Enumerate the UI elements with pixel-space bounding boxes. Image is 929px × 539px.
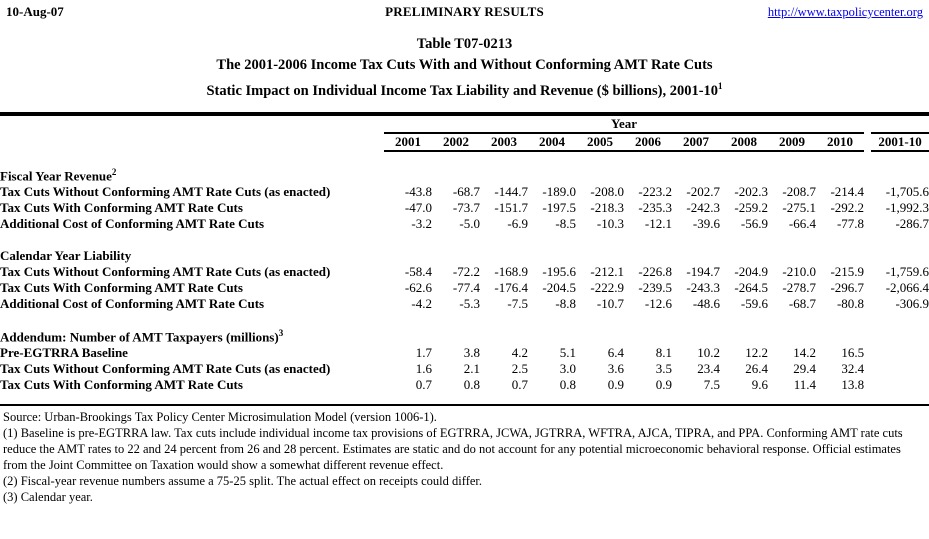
value-cell: 32.4 [841,361,865,377]
value-cell: 3.6 [607,361,624,377]
value-cell: 4.2 [511,345,528,361]
value-cell: 1.6 [415,361,432,377]
value-cell: -4.2 [411,296,432,312]
value-cell: 23.4 [697,361,720,377]
value-cell: 26.4 [745,361,768,377]
results-table [0,116,929,394]
header-spacer-cell [0,116,384,133]
gap-row [0,232,929,248]
header-spacer-cell [0,133,384,151]
value-cell: 3.5 [655,361,672,377]
value-cell: -296.7 [830,280,865,296]
table-subtitle [0,76,929,102]
row-label: Tax Cuts With Conforming AMT Rate Cuts [0,377,243,393]
value-cell: 0.7 [511,377,528,393]
column-gap [864,133,871,151]
section-heading-superscript: 3 [278,328,284,339]
column-gap [864,296,871,312]
subtitle-superscript: 1 [718,81,723,91]
value-cell: -5.0 [459,216,480,232]
value-cell: -3.2 [411,216,432,232]
value-cell: -8.5 [555,216,576,232]
column-gap [864,184,871,200]
value-cell: -226.8 [638,264,672,280]
total-column-rule [871,116,929,133]
value-cell: -12.1 [644,216,672,232]
value-cell: -202.7 [686,184,720,200]
value-cell: -39.6 [692,216,720,232]
title-block [0,34,929,102]
value-cell: -6.9 [507,216,528,232]
value-cell: -212.1 [590,264,624,280]
total-value-cell: -2,066.4 [885,280,929,296]
value-cell: -168.9 [494,264,528,280]
table-row [0,361,929,377]
value-cell: -189.0 [542,184,576,200]
total-column-header: 2001-10 [871,133,929,151]
column-gap [864,116,871,133]
table-row [0,377,929,393]
year-column-header: 2008 [720,133,768,151]
value-cell: 0.7 [415,377,432,393]
value-cell: -210.0 [782,264,816,280]
year-column-header: 2005 [576,133,624,151]
value-cell: -202.3 [734,184,768,200]
value-cell: -292.2 [830,200,865,216]
gap-row [0,312,929,328]
column-gap [864,377,871,393]
value-cell: -176.4 [494,280,528,296]
table-number-title: Table T07-0213 [416,36,513,52]
value-cell: -58.4 [404,264,432,280]
year-column-header: 2006 [624,133,672,151]
date-label: 10-Aug-07 [6,4,64,19]
value-cell: -56.9 [740,216,768,232]
footnote-source: Source: Urban-Brookings Tax Policy Center Microsimulation Model (version 1006-1). [3,410,437,425]
value-cell: -275.1 [782,200,816,216]
column-gap [864,264,871,280]
value-cell: 8.1 [655,345,672,361]
value-cell: 6.4 [607,345,624,361]
table-row [0,184,929,200]
page-header [0,0,929,20]
table-row [0,296,929,312]
footnote-2: (2) Fiscal-year revenue numbers assume a 75-25 split. The actual effect on receipts could differ. [3,474,482,489]
year-column-header: 2004 [528,133,576,151]
value-cell: -235.3 [638,200,672,216]
section-heading-superscript: 2 [111,166,117,177]
footnote-1: (1) Baseline is pre-EGTRRA law. Tax cuts include individual income tax provisions of EGTRRA, JCWA, JGTRRA, WFTRA, AJCA, TIPRA, and PPA. Conforming AMT rate cuts reduce the AMT rates to 22 and 24 percent from 26 and 28 percent. Estimates are static and do not account for any potential microeconomic behavioral response. Official estimates from the Joint Committee on Taxation would show a somewhat different revenue effect. [3,426,903,473]
value-cell: -10.7 [596,296,624,312]
footnotes [0,406,929,505]
row-label: Tax Cuts With Conforming AMT Rate Cuts [0,200,243,216]
table-row [0,200,929,216]
table-row [0,280,929,296]
year-column-header: 2007 [672,133,720,151]
column-gap [864,280,871,296]
row-label: Additional Cost of Conforming AMT Rate Cuts [0,296,265,312]
value-cell: -239.5 [638,280,672,296]
value-cell: -144.7 [494,184,528,200]
table-subtitle-text: Static Impact on Individual Income Tax Liability and Revenue ($ billions), 2001-10 [206,82,719,99]
value-cell: 3.0 [559,361,576,377]
value-cell: -243.3 [686,280,720,296]
value-cell: -62.6 [404,280,432,296]
value-cell: -68.7 [452,184,480,200]
footnote-3: (3) Calendar year. [3,490,93,505]
section-heading-text: Fiscal Year Revenue [0,168,112,184]
year-column-header: 2003 [480,133,528,151]
column-gap [864,345,871,361]
value-cell: -8.8 [555,296,576,312]
value-cell: -151.7 [494,200,528,216]
value-cell: -43.8 [404,184,432,200]
value-cell: 10.2 [697,345,720,361]
value-cell: 5.1 [559,345,576,361]
value-cell: -218.3 [590,200,624,216]
value-cell: -77.4 [452,280,480,296]
row-label: Pre-EGTRRA Baseline [0,345,128,361]
value-cell: -47.0 [404,200,432,216]
value-cell: -195.6 [542,264,576,280]
total-value-cell: -1,759.6 [885,264,929,280]
value-cell: -208.7 [782,184,816,200]
value-cell: 0.8 [559,377,576,393]
year-column-header: 2010 [816,133,864,151]
value-cell: -5.3 [459,296,480,312]
value-cell: 13.8 [841,377,865,393]
value-cell: -204.9 [734,264,768,280]
row-label: Tax Cuts Without Conforming AMT Rate Cuts (as enacted) [0,264,331,280]
value-cell: -259.2 [734,200,768,216]
value-cell: -59.6 [740,296,768,312]
value-cell: -197.5 [542,200,576,216]
value-cell: 9.6 [751,377,768,393]
value-cell: 12.2 [745,345,768,361]
value-cell: -242.3 [686,200,720,216]
section-heading [0,151,929,184]
row-label: Tax Cuts With Conforming AMT Rate Cuts [0,280,243,296]
total-value-cell [871,361,929,377]
value-cell: -214.4 [830,184,865,200]
year-span-header: Year [384,116,864,133]
total-value-cell: -1,705.6 [885,184,929,200]
value-cell: 29.4 [793,361,816,377]
value-cell: 2.1 [463,361,480,377]
value-cell: -222.9 [590,280,624,296]
value-cell: -194.7 [686,264,720,280]
row-label: Additional Cost of Conforming AMT Rate Cuts [0,216,265,232]
row-label: Tax Cuts Without Conforming AMT Rate Cuts (as enacted) [0,184,331,200]
total-value-cell: -1,992.3 [885,200,929,216]
value-cell: 0.9 [607,377,624,393]
value-cell: -73.7 [452,200,480,216]
value-cell: -215.9 [830,264,865,280]
value-cell: 2.5 [511,361,528,377]
column-gap [864,216,871,232]
row-label: Tax Cuts Without Conforming AMT Rate Cuts (as enacted) [0,361,331,377]
value-cell: 7.5 [703,377,720,393]
value-cell: -77.8 [836,216,865,232]
year-column-header: 2001 [384,133,432,151]
section-heading-text: Addendum: Number of AMT Taxpayers (millions) [0,329,279,345]
table-row [0,216,929,232]
total-value-cell: -306.9 [895,296,929,312]
preliminary-results-label: PRELIMINARY RESULTS [385,4,544,19]
section-heading [0,248,929,264]
value-cell: -72.2 [452,264,480,280]
total-value-cell [871,345,929,361]
value-cell: -12.6 [644,296,672,312]
value-cell: -223.2 [638,184,672,200]
value-cell: -80.8 [836,296,865,312]
value-cell: 0.9 [655,377,672,393]
value-cell: -66.4 [788,216,816,232]
column-gap [864,361,871,377]
table-row [0,264,929,280]
total-value-cell: -286.7 [895,216,929,232]
value-cell: -7.5 [507,296,528,312]
value-cell: 11.4 [793,377,816,393]
section-heading-text: Calendar Year Liability [0,248,132,264]
taxpolicycenter-link[interactable]: http://www.taxpolicycenter.org [767,5,923,19]
value-cell: 16.5 [841,345,865,361]
section-heading [0,328,929,345]
value-cell: 14.2 [793,345,816,361]
column-gap [864,200,871,216]
total-value-cell [871,377,929,393]
value-cell: -68.7 [788,296,816,312]
table-row [0,345,929,361]
value-cell: -208.0 [590,184,624,200]
table-title: The 2001-2006 Income Tax Cuts With and Without Conforming AMT Rate Cuts [216,57,713,73]
value-cell: -48.6 [692,296,720,312]
value-cell: -10.3 [596,216,624,232]
year-column-header: 2009 [768,133,816,151]
value-cell: -204.5 [542,280,576,296]
value-cell: -278.7 [782,280,816,296]
value-cell: 3.8 [463,345,480,361]
value-cell: 1.7 [415,345,432,361]
value-cell: -264.5 [734,280,768,296]
year-column-header: 2002 [432,133,480,151]
value-cell: 0.8 [463,377,480,393]
